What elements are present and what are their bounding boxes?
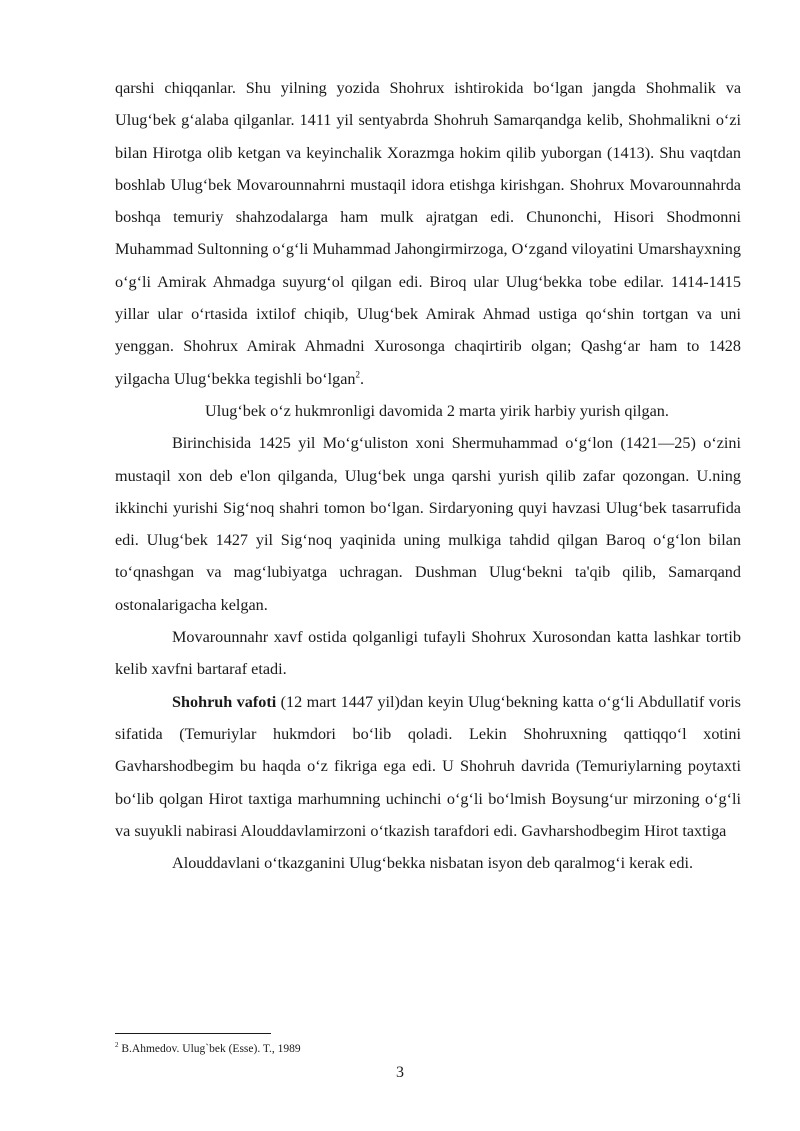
paragraph-4: Movarounnahr xavf ostida qolganligi tufayli Shohrux Xurosondan katta lashkar tortib kelib xavfni bartaraf etadi.: [115, 628, 741, 679]
paragraph-5-text: (12 mart 1447 yil)dan keyin Ulug‘bekning katta o‘g‘li Abdullatif voris sifatida (Temuriylar hukmdori bo‘lib qoladi. Lekin Shohruxning qattiqqo‘l xotini Gavharshodbegim bu haqda o‘z fikriga ega edi. U Shohruh davrida (Temuriylarning poytaxti bo‘lib qolgan Hirot taxtiga marhumning uchinchi o‘g‘li bo‘lmish Boysung‘ur mirzoning o‘g‘li va suyukli nabirasi Alouddavlamirzoni o‘tkazish tarafdori edi. Gavharshodbegim Hirot taxtiga: [115, 692, 741, 840]
footnote-text: B.Ahmedov. Ulug`bek (Esse). T., 1989: [118, 1043, 301, 1055]
paragraph-5: [115, 686, 741, 847]
paragraph-3: Birinchisida 1425 yil Mo‘g‘uliston xoni Shermuhammad o‘g‘lon (1421—25) o‘zini mustaqil xon deb e'lon qilganda, Ulug‘bek unga qarshi yurish qilib zafar qozongan. U.ning ikkinchi yurishi Sig‘noq shahri tomon bo‘lgan. Sirdaryoning quyi havzasi Ulug‘bek tasarrufida edi. Ulug‘bek 1427 yil Sig‘noq yaqinida uning mulkiga tahdid qilgan Baroq o‘g‘lon bilan to‘qnashgan va mag‘lubiyatga uchragan. Dushman Ulug‘bekni ta'qib qilib, Samarqand ostonalarigacha kelgan.: [115, 434, 741, 614]
footnote-reference: 2: [355, 369, 360, 380]
body-text: [115, 72, 741, 879]
paragraph-2: Ulug‘bek o‘z hukmronligi davomida 2 marta yirik harbiy yurish qilgan.: [205, 401, 669, 420]
paragraph-1: [115, 72, 741, 395]
paragraph-6: Alouddavlani o‘tkazganini Ulug‘bekka nisbatan isyon deb qaralmog‘i kerak edi.: [172, 854, 693, 873]
paragraph-1-text: qarshi chiqqanlar. Shu yilning yozida Shohrux ishtirokida bo‘lgan jangda Shohmalik va Ulug‘bek g‘alaba qilganlar. 1411 yil sentyabrda Shohruh Samarqandga kelib, Shohmalikni o‘zi bilan Hirotga olib ketgan va keyinchalik Xorazmga hokim qilib yuborgan (1413). Shu vaqtdan boshlab Ulug‘bek Movarounnahrni mustaqil idora etishga kirishgan. Shohrux Movarounnahrda boshqa temuriy shahzodalarga ham mulk ajratgan edi. Chunonchi, Hisori Shodmonni Muhammad Sultonning o‘g‘li Muhammad Jahongirmirzoga, O‘zgand viloyatini Umarshayxning o‘g‘li Amirak Ahmadga suyurg‘ol qilgan edi. Biroq ular Ulug‘bekka tobe edilar. 1414-1415 yillar ular o‘rtasida ixtilof chiqib, Ulug‘bek Amirak Ahmad ustiga qo‘shin tortgan va uni yenggan. Shohrux Amirak Ahmadni Xurosonga chaqirtirib olgan; Qashg‘ar ham to 1428 yilgacha Ulug‘bekka tegishli bo‘lgan: [115, 79, 741, 388]
footnote-mark: 2: [115, 1041, 119, 1050]
page-number: 3: [396, 1064, 404, 1081]
footnote-divider: [115, 1033, 271, 1034]
paragraph-5-bold-lead: Shohruh vafoti: [172, 692, 277, 711]
paragraph-1-end: .: [360, 369, 365, 388]
footnote: [115, 1042, 301, 1056]
